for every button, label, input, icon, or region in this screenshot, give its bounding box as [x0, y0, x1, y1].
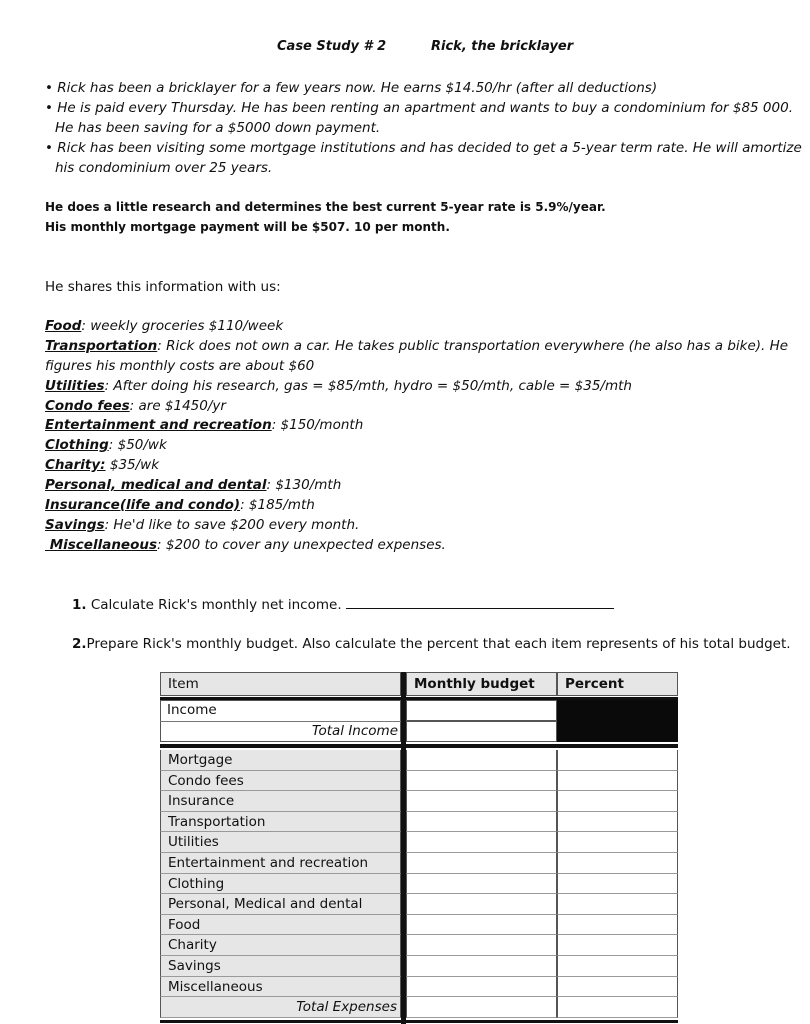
percent-cell[interactable] [557, 750, 678, 771]
budget-item-label: Insurance [160, 791, 401, 812]
monthly-budget-cell[interactable] [406, 894, 557, 915]
budget-item-label: Transportation [160, 812, 401, 833]
expense-label: Charity: [45, 457, 106, 473]
expense-text: : $200 to cover any unexpected expenses. [157, 537, 446, 553]
budget-item-label: Charity [160, 935, 401, 956]
expense-label: Savings [45, 517, 105, 533]
table-bottom-rule [160, 1020, 678, 1023]
percent-cell[interactable] [557, 894, 678, 915]
expense-miscellaneous [45, 537, 446, 553]
expense-charity [45, 457, 159, 473]
question-1-text: Calculate Rick's monthly net income. [90, 597, 342, 613]
bullet-3-text: Rick has been visiting some mortgage institutions and has decided to get a 5-year term rate. He will amortize [57, 140, 802, 156]
question-2-number: 2. [72, 636, 87, 652]
question-2-text: Prepare Rick's monthly budget. Also calculate the percent that each item represents of his total budget. [86, 636, 791, 652]
header-item: Item [160, 672, 401, 696]
header-monthly-budget: Monthly budget [406, 672, 557, 696]
expense-label: Entertainment and recreation [45, 417, 272, 433]
monthly-budget-cell[interactable] [406, 874, 557, 895]
income-label: Income [167, 702, 217, 718]
bullet-2-text: He is paid every Thursday. He has been renting an apartment and wants to buy a condominium for $85 000. [57, 100, 793, 116]
percent-cell[interactable] [557, 956, 678, 977]
column-separator [401, 672, 406, 1024]
research-payment: His monthly mortgage payment will be $507. 10 per month. [45, 220, 450, 234]
expense-transportation [45, 338, 788, 354]
expense-text: : weekly groceries $110/week [81, 318, 284, 334]
total-expenses-value[interactable] [406, 997, 557, 1018]
expense-food [45, 318, 283, 334]
expense-label: Utilities [45, 378, 105, 394]
total-income-label: Total Income [311, 723, 398, 739]
bullet-2-cont: He has been saving for a $5000 down payment. [55, 120, 381, 136]
monthly-budget-cell[interactable] [406, 750, 557, 771]
percent-blocked-cell [557, 700, 678, 742]
monthly-budget-cell[interactable] [406, 812, 557, 833]
budget-item-label: Clothing [160, 874, 401, 895]
percent-cell[interactable] [557, 812, 678, 833]
budget-item-label: Savings [160, 956, 401, 977]
expense-label: Personal, medical and dental [45, 477, 267, 493]
bullet-3-cont: his condominium over 25 years. [55, 160, 273, 176]
percent-cell[interactable] [557, 832, 678, 853]
expense-text: $35/wk [105, 457, 160, 473]
monthly-budget-cell[interactable] [406, 832, 557, 853]
budget-item-label: Personal, Medical and dental [160, 894, 401, 915]
budget-item-label: Mortgage [160, 750, 401, 771]
expense-savings [45, 517, 359, 533]
bullet-2: • He is paid every Thursday. He has been renting an apartment and wants to buy a condominium for $85 000. [45, 100, 793, 116]
expense-text: : Rick does not own a car. He takes public transportation everywhere (he also has a bike). He [157, 338, 789, 354]
expense-condo-fees [45, 398, 226, 414]
expense-text: : $185/mth [240, 497, 315, 513]
percent-cell[interactable] [557, 771, 678, 792]
budget-item-label: Utilities [160, 832, 401, 853]
question-1 [72, 596, 614, 613]
monthly-budget-cell[interactable] [406, 915, 557, 936]
expense-text: : $50/wk [108, 437, 167, 453]
expense-utilities [45, 378, 632, 394]
expense-text: : $130/mth [266, 477, 342, 493]
income-value[interactable] [406, 700, 557, 721]
expense-insurance [45, 497, 315, 513]
total-income-value[interactable] [406, 721, 557, 742]
monthly-budget-cell[interactable] [406, 771, 557, 792]
shares-intro: He shares this information with us: [45, 279, 281, 295]
bullet-3: • Rick has been visiting some mortgage institutions and has decided to get a 5-year term rate. He will amortize [45, 140, 802, 156]
expense-text: : He'd like to save $200 every month. [104, 517, 360, 533]
monthly-budget-cell[interactable] [406, 853, 557, 874]
budget-item-label: Entertainment and recreation [160, 853, 401, 874]
budget-item-label: Food [160, 915, 401, 936]
header-percent: Percent [557, 672, 678, 696]
bullet-1-text: Rick has been a bricklayer for a few years now. He earns $14.50/hr (after all deductions) [57, 80, 658, 96]
percent-cell[interactable] [557, 977, 678, 998]
budget-table [160, 672, 678, 1024]
percent-cell[interactable] [557, 935, 678, 956]
expense-label: Transportation [45, 338, 158, 354]
expense-label: Clothing [45, 437, 109, 453]
question-1-number: 1. [72, 597, 87, 613]
monthly-budget-cell[interactable] [406, 935, 557, 956]
percent-cell[interactable] [557, 853, 678, 874]
answer-blank[interactable] [346, 596, 614, 609]
expense-transportation-cont [45, 358, 314, 374]
monthly-budget-cell[interactable] [406, 956, 557, 977]
case-number: Case Study # 2 [277, 39, 387, 54]
percent-cell[interactable] [557, 874, 678, 895]
case-subject: Rick, the bricklayer [431, 39, 574, 54]
total-percent-cell[interactable] [557, 997, 678, 1018]
income-separator [160, 744, 678, 748]
percent-cell[interactable] [557, 791, 678, 812]
expense-personal [45, 477, 341, 493]
percent-cell[interactable] [557, 915, 678, 936]
research-rate: He does a little research and determines the best current 5-year rate is 5.9%/year. [45, 200, 606, 214]
expense-label: Insurance(life and condo) [45, 497, 241, 513]
budget-item-label: Condo fees [160, 771, 401, 792]
question-2 [72, 636, 791, 652]
expense-text: : $150/month [271, 417, 364, 433]
header-separator [160, 697, 678, 700]
expense-text: : After doing his research, gas = $85/mth, hydro = $50/mth, cable = $35/mth [104, 378, 632, 394]
monthly-budget-cell[interactable] [406, 977, 557, 998]
expense-text: figures his monthly costs are about $60 [45, 358, 315, 374]
expense-label: Miscellaneous [45, 537, 158, 553]
expense-label: Condo fees [45, 398, 130, 414]
bullet-1: • Rick has been a bricklayer for a few years now. He earns $14.50/hr (after all deductions) [45, 80, 658, 96]
expense-text: : are $1450/yr [129, 398, 226, 414]
budget-item-label: Miscellaneous [160, 977, 401, 998]
expense-clothing [45, 437, 167, 453]
expense-label: Food [45, 318, 82, 334]
expense-entertainment [45, 417, 363, 433]
monthly-budget-cell[interactable] [406, 791, 557, 812]
total-expenses-label: Total Expenses [160, 997, 401, 1018]
